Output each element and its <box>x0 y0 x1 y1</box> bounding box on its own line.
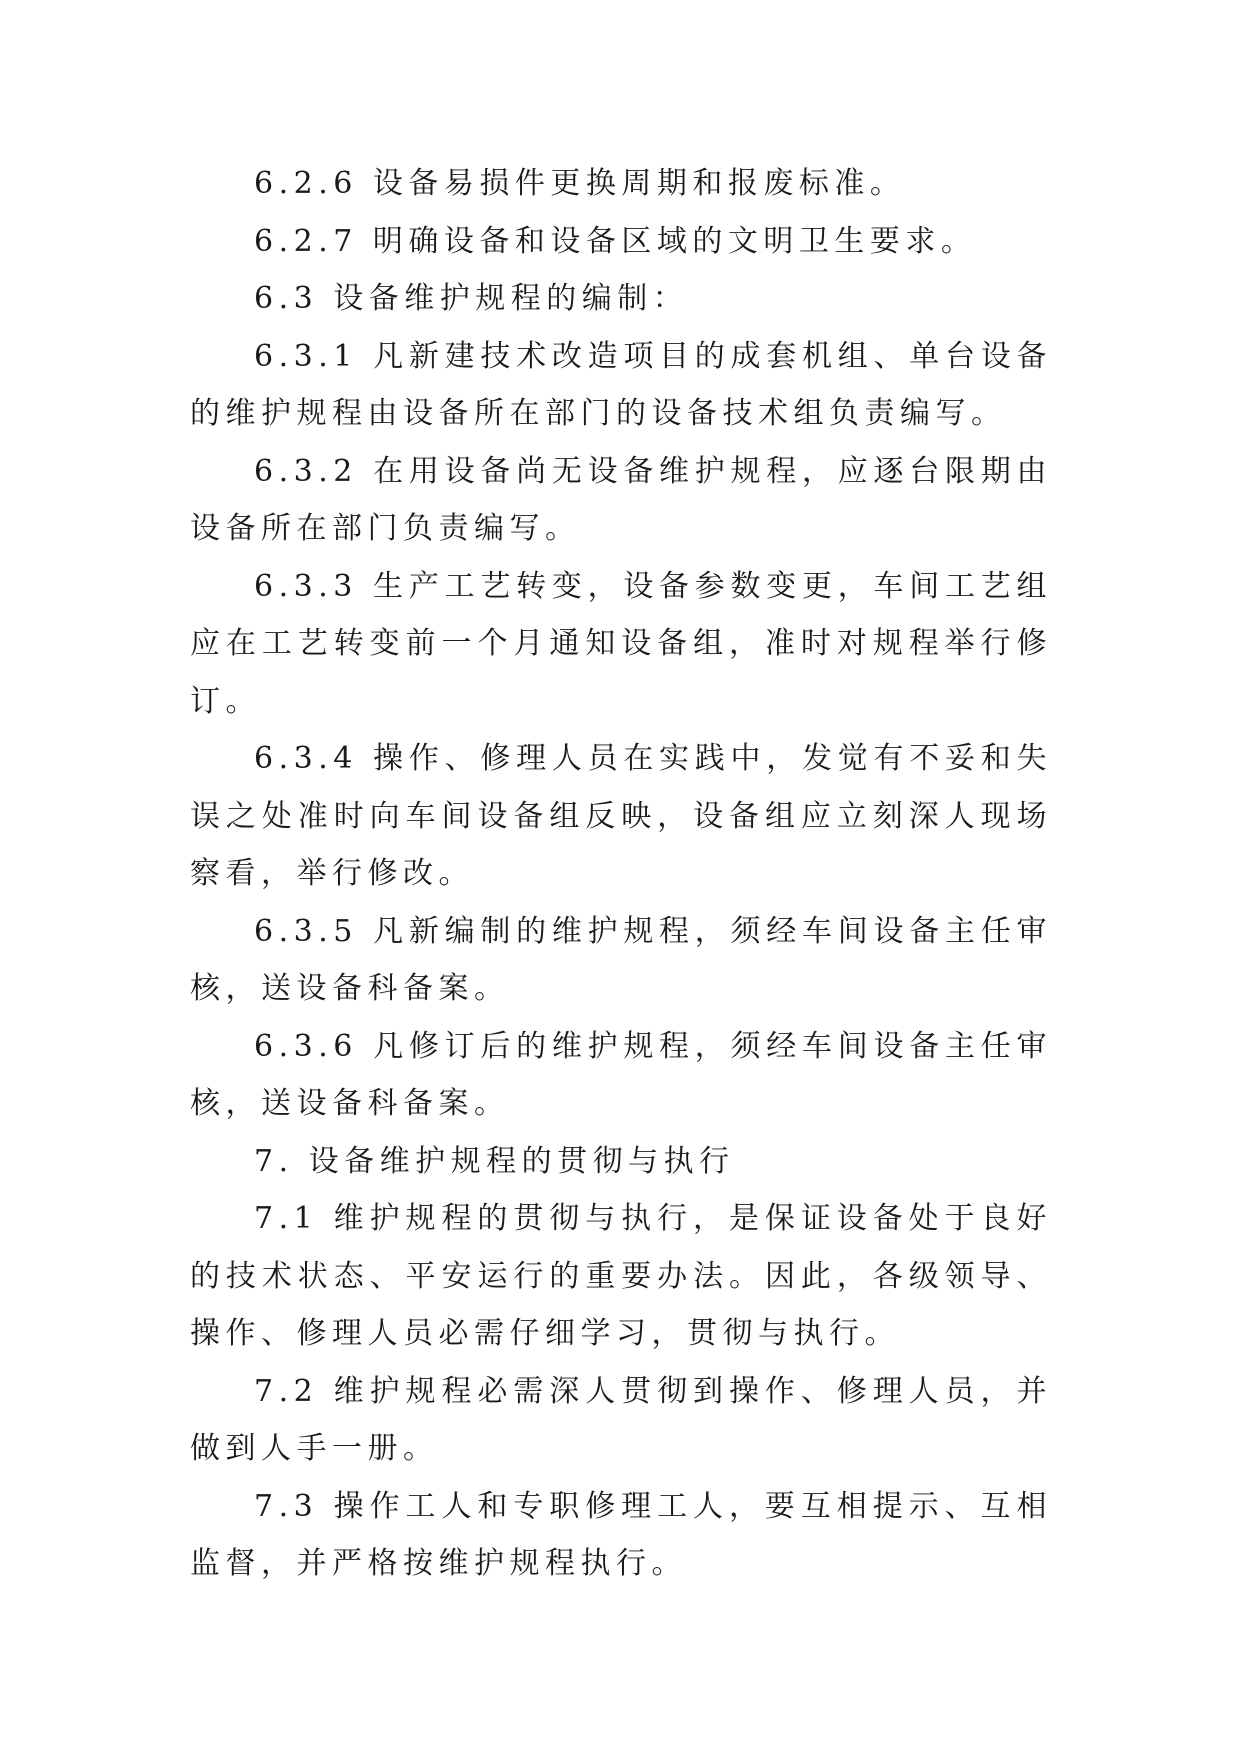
paragraph-7-1: 7.1 维护规程的贯彻与执行，是保证设备处于良好的技术状态、平安运行的重要办法。因此，各级领导、操作、修理人员必需仔细学习，贯彻与执行。 <box>190 1201 1052 1351</box>
paragraph-6-2-6: 6.2.6 设备易损件更换周期和报废标准。 <box>254 166 906 201</box>
paragraph-6-3-5: 6.3.5 凡新编制的维护规程，须经车间设备主任审核，送设备科备案。 <box>190 913 1052 1006</box>
paragraph-6-3-1: 6.3.1 凡新建技术改造项目的成套机组、单台设备的维护规程由设备所在部门的设备技术组负责编写。 <box>190 338 1052 431</box>
section-heading-6-3: 6.3 设备维护规程的编制： <box>254 281 689 316</box>
paragraph-6-3-3: 6.3.3 生产工艺转变，设备参数变更，车间工艺组应在工艺转变前一个月通知设备组，准时对规程举行修订。 <box>190 568 1052 719</box>
paragraph-7-2: 7.2 维护规程必需深人贯彻到操作、修理人员，并做到人手一册。 <box>190 1373 1052 1466</box>
paragraph-6-3-4: 6.3.4 操作、修理人员在实践中，发觉有不妥和失误之处准时向车间设备组反映，设备组应立刻深人现场察看，举行修改。 <box>190 741 1052 891</box>
paragraph-6-2-7: 6.2.7 明确设备和设备区域的文明卫生要求。 <box>254 223 977 259</box>
paragraph-7-3: 7.3 操作工人和专职修理工人，要互相提示、互相监督，并严格按维护规程执行。 <box>190 1488 1052 1581</box>
paragraph-6-3-6: 6.3.6 凡修订后的维护规程，须经车间设备主任审核，送设备科备案。 <box>190 1028 1052 1121</box>
document-body <box>190 155 1052 1593</box>
paragraph-6-3-2: 6.3.2 在用设备尚无设备维护规程，应逐台限期由设备所在部门负责编写。 <box>190 453 1052 546</box>
section-heading-7: 7. 设备维护规程的贯彻与执行 <box>254 1143 735 1179</box>
